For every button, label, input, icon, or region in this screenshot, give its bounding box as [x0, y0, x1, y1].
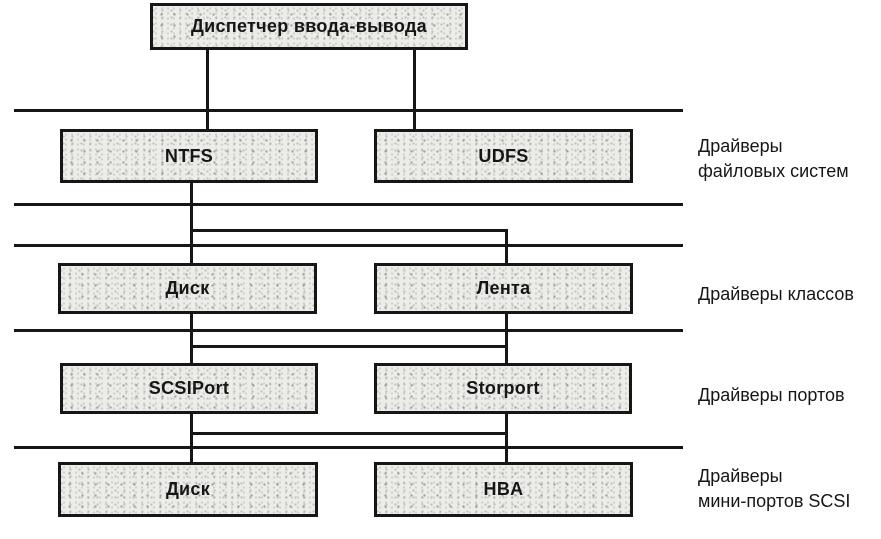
tape-class-label: Лента [476, 278, 531, 298]
hba-box [374, 462, 633, 517]
disk-miniport-label: Диск [165, 479, 211, 499]
layer-line-5 [14, 446, 683, 449]
caption-class-line-1: Драйверы классов [698, 284, 854, 304]
caption-file-system-line-2: файловых систем [698, 161, 849, 181]
tape-class-box [374, 263, 633, 314]
caption-file-system-drivers [698, 134, 880, 184]
scsiport-box [60, 363, 318, 414]
ntfs-label: NTFS [164, 145, 214, 166]
edge-ntfs-to-disk-class [190, 183, 193, 264]
caption-port-drivers [698, 383, 880, 408]
scsiport-label: SCSIPort [148, 378, 230, 398]
connector-ntfs-to-tape [190, 229, 508, 232]
storport-label: Storport [466, 378, 540, 398]
caption-miniport-drivers [698, 464, 880, 514]
disk-miniport-box [58, 462, 318, 517]
caption-file-system-line-1: Драйверы [698, 136, 783, 156]
edge-scsiport-to-disk-miniport [190, 414, 193, 463]
connector-port-to-miniport [190, 432, 508, 435]
storport-box [374, 363, 632, 414]
caption-miniport-line-2: мини-портов SCSI [698, 491, 851, 511]
edge-io-to-ntfs [206, 50, 209, 129]
layer-line-1 [14, 109, 683, 112]
edge-tape-to-storport [505, 314, 508, 365]
udfs-label: UDFS [478, 145, 529, 166]
layer-line-2 [14, 203, 683, 206]
disk-class-box [58, 263, 317, 314]
io-manager-box [150, 3, 468, 50]
caption-class-drivers [698, 282, 880, 307]
edge-io-to-udfs [413, 50, 416, 129]
caption-port-line-1: Драйверы портов [698, 385, 845, 405]
hba-label: HBA [483, 479, 524, 499]
disk-class-label: Диск [165, 278, 210, 298]
layer-line-3 [14, 244, 683, 247]
caption-miniport-line-1: Драйверы [698, 466, 783, 486]
udfs-box [374, 129, 633, 183]
edge-disk-to-scsiport [190, 314, 193, 365]
layer-line-4 [14, 329, 683, 332]
io-manager-label: Диспетчер ввода-вывода [191, 16, 427, 36]
connector-class-to-port [190, 345, 508, 348]
ntfs-box [60, 129, 318, 183]
edge-storport-to-hba [505, 414, 508, 463]
